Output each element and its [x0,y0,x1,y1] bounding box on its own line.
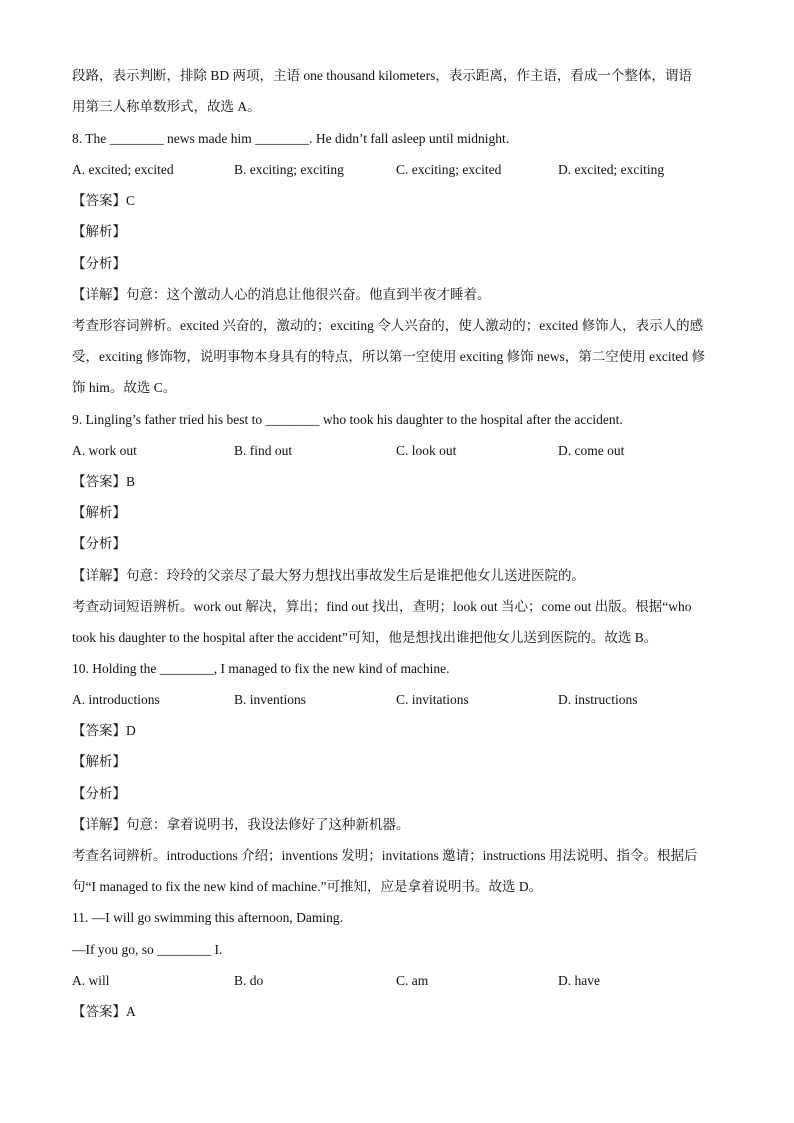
option-d: D. come out [558,443,625,458]
answer-line: 【答案】C [72,193,136,208]
answer-line: 【答案】A [72,1004,136,1019]
option-d: D. instructions [558,692,638,707]
question-11-options [72,971,722,991]
detail-line: 【详解】句意：这个激动人心的消息让他很兴奋。他直到半夜才睡着。 [72,287,491,302]
question-10: 10. Holding the ________, I managed to fix the new kind of machine. [72,661,450,676]
explanation-line: took his daughter to the hospital after the accident”可知，他是想找出谁把他女儿送到医院的。故选 B。 [72,630,658,645]
explanation-line: 饰 him。故选 C。 [72,380,177,395]
option-c: C. exciting; excited [396,162,502,177]
analysis-heading: 【解析】 [72,754,126,769]
option-c: C. am [396,973,429,988]
option-a: A. work out [72,443,137,458]
option-b: B. exciting; exciting [234,162,344,177]
explanation-line: 受，exciting 修饰物，说明事物本身具有的特点，所以第一空使用 exciting 修饰 news，第二空使用 excited 修 [72,349,705,364]
option-c: C. invitations [396,692,469,707]
analysis-heading: 【解析】 [72,505,126,520]
question-8: 8. The ________ news made him ________. He didn’t fall asleep until midnight. [72,131,510,146]
option-a: A. excited; excited [72,162,174,177]
explanation-line: 句“I managed to fix the new kind of machine.”可推知，应是拿着说明书。故选 D。 [72,879,543,894]
option-c: C. look out [396,443,457,458]
explanation-line: 考查形容词辨析。excited 兴奋的，激动的；exciting 令人兴奋的，使人激动的；excited 修饰人，表示人的感 [72,318,704,333]
text-line: 段路，表示判断，排除 BD 两项，主语 one thousand kilometers，表示距离，作主语，看成一个整体，谓语 [72,68,692,83]
question-9: 9. Lingling’s father tried his best to ________ who took his daughter to the hospital after the accident. [72,412,623,427]
question-11-line-2: —If you go, so ________ I. [72,942,223,957]
analysis-subheading: 【分析】 [72,786,126,801]
option-d: D. have [558,973,600,988]
option-b: B. find out [234,443,293,458]
text-line: 用第三人称单数形式，故选 A。 [72,99,261,114]
option-d: D. excited; exciting [558,162,665,177]
explanation-line: 考查名词辨析。introductions 介绍；inventions 发明；invitations 邀请；instructions 用法说明、指令。根据后 [72,848,698,863]
detail-line: 【详解】句意：拿着说明书，我设法修好了这种新机器。 [72,817,410,832]
question-9-options [72,441,722,461]
analysis-subheading: 【分析】 [72,536,126,551]
analysis-subheading: 【分析】 [72,256,126,271]
option-a: A. will [72,973,110,988]
explanation-line: 考查动词短语辨析。work out 解决，算出；find out 找出，查明；look out 当心；come out 出版。根据“who [72,599,692,614]
question-10-options [72,690,722,710]
option-a: A. introductions [72,692,160,707]
answer-line: 【答案】B [72,474,136,489]
answer-line: 【答案】D [72,723,136,738]
option-b: B. inventions [234,692,307,707]
analysis-heading: 【解析】 [72,224,126,239]
question-8-options [72,160,722,180]
option-b: B. do [234,973,264,988]
question-11: 11. —I will go swimming this afternoon, Daming. [72,910,343,925]
detail-line: 【详解】句意：玲玲的父亲尽了最大努力想找出事故发生后是谁把他女儿送进医院的。 [72,568,585,583]
